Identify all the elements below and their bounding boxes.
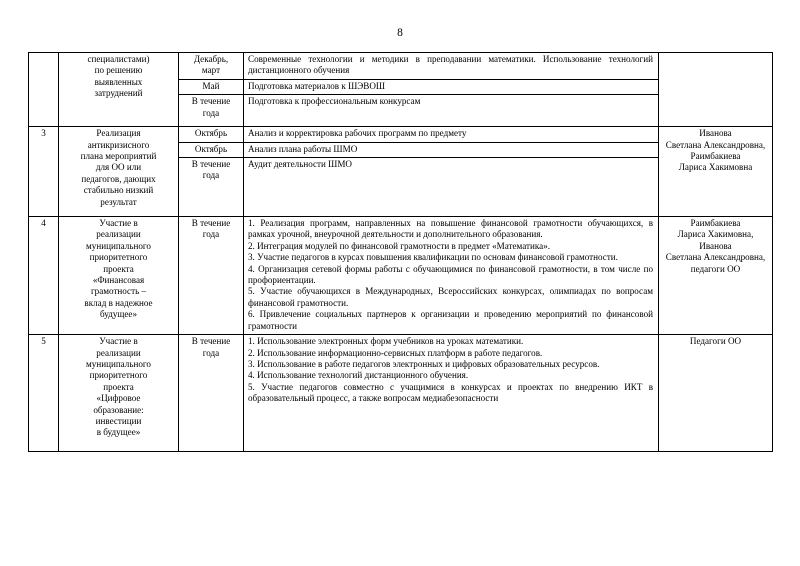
content-paragraph: Современные технологии и методики в преподавании математики. Использование технологий дистанционного обучения [248,54,653,76]
row-term-cell: В течение года [179,95,244,127]
row-term-cell: В течение года [179,217,244,335]
row-content-cell [244,158,659,217]
content-paragraph: Аудит деятельности ШМО [248,159,352,170]
content-paragraph: 2. Использование информационно-сервисных платформ в работе педагогов. [248,347,543,358]
row-term-cell: В течение года [179,158,244,217]
content-paragraph: 3. Использование в работе педагогов электронных и цифровых образовательных ресурсов. [248,358,600,369]
row-number-cell: 5 [29,335,59,452]
row-name-cell: Участие в реализации муниципального приоритетного проекта «Финансовая грамотность – вклад в надежное будущее» [59,217,179,335]
row-content-cell [244,79,659,94]
content-paragraph: 1. Использование электронных форм учебников на уроках математики. [248,336,524,347]
table-row [29,53,773,80]
content-paragraph: Анализ и корректировка рабочих программ по предмету [248,128,467,139]
content-paragraph: Подготовка к профессиональным конкурсам [248,96,421,107]
table-row [29,217,773,335]
page-number: 8 [397,27,403,39]
row-responsible-cell: Педагоги ОО [659,335,773,452]
table-row [29,127,773,142]
content-paragraph: Подготовка материалов к ШЭВОШ [248,80,386,91]
row-content-cell [244,142,659,157]
activity-plan-table [28,52,773,452]
row-name-cell: Участие в реализации муниципального приоритетного проекта «Цифровое образование: инвестиции в будущее» [59,335,179,452]
row-number-cell: 3 [29,127,59,217]
row-content-cell [244,53,659,80]
row-term-cell: В течение года [179,335,244,452]
content-paragraph: 2. Интеграция модулей по финансовой грамотности в предмет «Математика». [248,240,551,251]
row-responsible-cell: Раимбакиева Лариса Хакимовна, Иванова Светлана Александровна, педагоги ОО [659,217,773,335]
row-content-cell [244,217,659,335]
row-responsible-cell: Иванова Светлана Александровна, Раимбакиева Лариса Хакимовна [659,127,773,217]
content-paragraph: 6. Привлечение социальных партнеров к организации и проведению мероприятий по финансовой грамотности [248,309,653,331]
row-content-cell [244,95,659,127]
content-paragraph: 1. Реализация программ, направленных на повышение финансовой грамотности обучающихся, в рамках урочной, внеурочной деятельности и дополнительного образования. [248,218,653,240]
row-name-cell: специалистами) по решению выявленных затруднений [59,53,179,127]
row-term-cell: Октябрь [179,127,244,142]
row-term-cell: Октябрь [179,142,244,157]
row-term-cell: Май [179,79,244,94]
content-paragraph: 5. Участие обучающихся в Международных, Всероссийских конкурсах, олимпиадах по вопросам финансовой грамотности. [248,286,653,308]
row-term-cell: Декабрь, март [179,53,244,80]
row-content-cell [244,127,659,142]
row-number-cell: 4 [29,217,59,335]
row-name-cell: Реализация антикризисного плана мероприятий для ОО или педагогов, дающих стабильно низкий результат [59,127,179,217]
content-paragraph: 4. Использование технологий дистанционного обучения. [248,370,469,381]
content-paragraph: Анализ плана работы ШМО [248,143,358,154]
row-number-cell [29,53,59,127]
content-paragraph: 3. Участие педагогов в курсах повышения квалификации по основам финансовой грамотности. [248,252,618,263]
content-paragraph: 5. Участие педагогов совместно с учащимися в конкурсах и проектах по внедрению ИКТ в образовательный процесс, а также вопросам медиабезопасности [248,381,653,404]
row-content-cell [244,335,659,452]
row-responsible-cell [659,53,773,127]
table-row [29,335,773,452]
content-paragraph: 4. Организация сетевой формы работы с обучающимися по финансовой грамотности, в том числе по профориентации. [248,263,653,286]
